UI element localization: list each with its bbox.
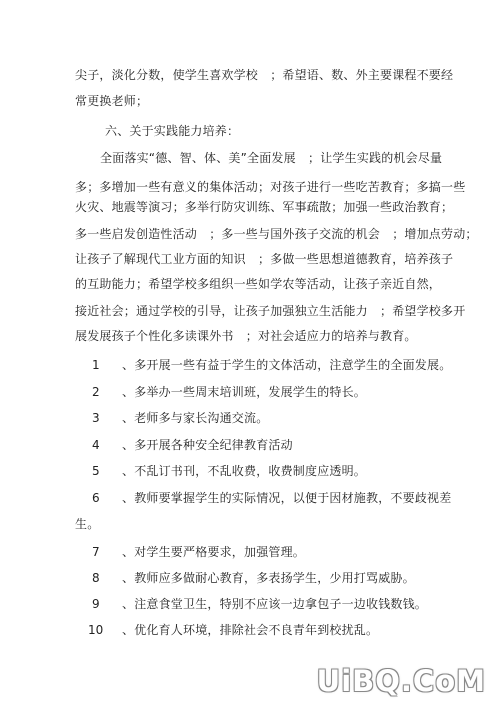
list-item-number: 1 (92, 358, 100, 372)
list-item-text: 、不乱订书刊，不乱收费，收费制度应透明。 (122, 464, 367, 478)
paragraph-line: 让孩子了解现代工业方面的知识 ；多做一些思想道德教育，培养孩子 (75, 252, 454, 266)
list-item-text: 、对学生要严格要求，加强管理。 (122, 545, 306, 559)
paragraph-line: 常更换老师； (75, 94, 149, 108)
section-heading: 六、关于实践能力培养： (105, 124, 240, 138)
list-item-text: 、教师要掌握学生的实际情况，以便于因材施教，不要歧视差 (122, 491, 452, 505)
paragraph-line: 火灾、地震等演习；多举行防灾训练、军事疏散；加强一些政治教育； (75, 200, 454, 214)
paragraph-line: 展发展孩子个性化多读课外书 ；对社会适应力的培养与教育。 (75, 329, 417, 343)
paragraph-line: 的互助能力；希望学校多组织一些如学农等活动，让孩子亲近自然， (75, 277, 442, 291)
list-item-number: 3 (92, 411, 100, 425)
paragraph-line: 多一些启发创造性活动 ；多一些与国外孩子交流的机会 ；增加点劳动； (75, 227, 478, 241)
list-item-text: 生。 (75, 517, 100, 531)
list-item-number: 10 (88, 623, 104, 637)
list-item-number: 8 (92, 571, 100, 585)
paragraph-line: 接近社会；通过学校的引导，让孩子加强独立生活能力 ；希望学校多开 (75, 304, 466, 318)
watermark-logo: UiBQ.CoM (316, 664, 486, 698)
list-item-text: 、注意食堂卫生，特别不应该一边拿包子一边收钱数钱。 (122, 597, 428, 611)
paragraph-line: 尖子，淡化分数，使学生喜欢学校 ；希望语、数、外主要课程不要经 (75, 68, 454, 82)
list-item-number: 6 (92, 491, 100, 505)
list-item-text: 、优化育人环境，排除社会不良青年到校扰乱。 (122, 623, 379, 637)
list-item-text: 、老师多与家长沟通交流。 (122, 411, 269, 425)
list-item-number: 7 (92, 545, 100, 559)
paragraph-line: 多；多增加一些有意义的集体活动；对孩子进行一些吃苦教育；多搞一些 (75, 180, 466, 194)
list-item-number: 4 (92, 438, 100, 452)
list-item-text: 、教师应多做耐心教育，多表扬学生，少用打骂威胁。 (122, 571, 415, 585)
list-item-number: 5 (92, 464, 100, 478)
list-item-number: 2 (92, 385, 100, 399)
list-item-text: 、多开展一些有益于学生的文体活动，注意学生的全面发展。 (122, 358, 452, 372)
list-item-text: 、多开展各种安全纪律教育活动 (122, 438, 293, 452)
list-item-text: 、多举办一些周末培训班，发展学生的特长。 (122, 385, 367, 399)
paragraph-line: 全面落实“德、智、体、美”全面发展 ；让学生实践的机会尽量 (100, 151, 443, 165)
list-item-number: 9 (92, 597, 100, 611)
